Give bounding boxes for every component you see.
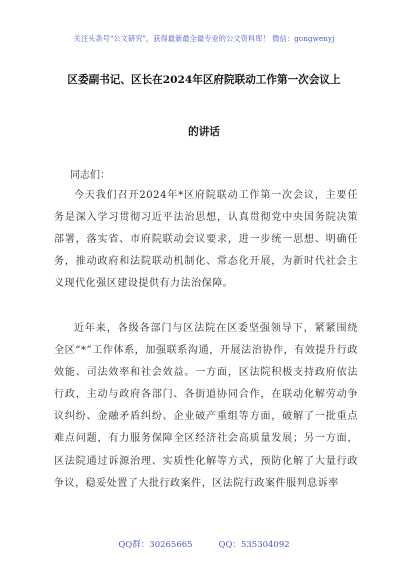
- footer-contact: [0, 538, 408, 550]
- document-title-line-2: 的讲话: [188, 126, 220, 138]
- header-banner: 关注头条号"公文研究"，获得最新最全最专业的公文资料库！ 微信：gongwenyj: [73, 34, 335, 43]
- body-paragraph: 近年来，各级各部门与区法院在区委坚强领导下，紧紧围绕全区“*”工作体系，加强联系沟通，开展法治协作，有效提升行政效能、司法效率和社会效益。一方面，区法院积极支持政府依法行政，主动与政府各部门、各街道协同合作，在联动化解劳动争议纠纷、金融矛盾纠纷、企业破产重组等方面，破解了一批重点难点问题，有力服务保障全区经济社会高质量发展；另一方面，区法院通过诉源治理、实质性化解等方式，预防化解了大量行政争议，稳妥处置了大批行政案件，区法院行政案件服判息诉率: [54, 323, 358, 489]
- body-paragraph: 今天我们召开2024年*区府院联动工作第一次会议，主要任务是深入学习贯彻习近平法治思想，认真贯彻党中央国务院决策部署，落实省、市府院联动会议要求，进一步统一思想、明确任务，推动政府和法院联动机制化、常态化开展，为新时代社会主义现代化强区建设提供有力法治保障。: [54, 190, 358, 290]
- footer-qq: QQ：535304092: [218, 540, 290, 550]
- footer-qq-group: QQ群：30265665: [118, 540, 193, 550]
- salutation: 同志们：: [70, 170, 110, 181]
- document-title-line-1: 区委副书记、区长在2024年区府院联动工作第一次会议上: [67, 74, 341, 86]
